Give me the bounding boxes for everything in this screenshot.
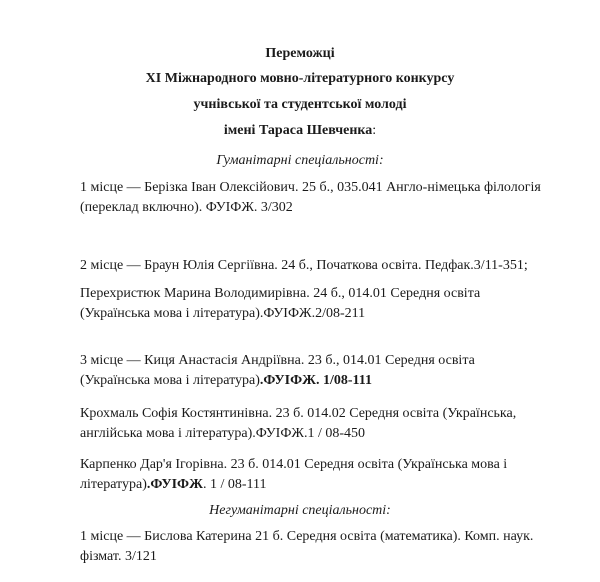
entry-line: Перехристюк Марина Володимирівна. 24 б., 014.01 Середня освіта xyxy=(80,286,481,301)
entry-line: англійська мова і література).ФУІФЖ.1 / 08-450 xyxy=(80,426,365,441)
section-non-humanities: Негуманітарні спеціальності: xyxy=(209,503,391,518)
entry-1st-place-humanities xyxy=(80,178,560,218)
entry-3rd-place-a xyxy=(80,351,560,391)
entry-line-bold-part: .ФУІФЖ. 1/08-111 xyxy=(259,373,372,388)
entry-line xyxy=(80,371,560,391)
entry-line: 1 місце — Бислова Катерина 21 б. Середня освіта (математика). Комп. наук. xyxy=(80,529,534,544)
entry-line: 3 місце — Киця Анастасія Андріївна. 23 б., 014.01 Середня освіта xyxy=(80,353,475,368)
entry-line-part: (Українська мова і література) xyxy=(80,373,260,388)
entry-line-part: література) xyxy=(80,477,147,492)
entry-line: Крохмаль Софія Костянтинівна. 23 б. 014.02 Середня освіта (Українська, xyxy=(80,406,517,421)
entry-2nd-place-b xyxy=(80,284,560,324)
title-winners: Переможці xyxy=(265,46,335,61)
title-shevchenko-text: імені Тараса Шевченка xyxy=(223,123,373,138)
entry-2nd-place-a xyxy=(80,256,560,276)
title-shevchenko xyxy=(0,123,600,139)
entry-line xyxy=(80,475,560,495)
title-contest: XI Міжнародного мовно-літературного конкурсу xyxy=(145,71,455,86)
entry-line-part: . 1 / 08-111 xyxy=(202,477,267,492)
entry-line: фізмат. 3/121 xyxy=(80,549,157,564)
entry-line: 1 місце — Берізка Іван Олексійович. 25 б., 035.041 Англо-німецька філологія xyxy=(80,180,541,195)
entry-3rd-place-b xyxy=(80,404,560,444)
entry-line: (Українська мова і література).ФУІФЖ.2/08-211 xyxy=(80,306,366,321)
entry-3rd-place-c xyxy=(80,455,560,495)
section-humanities: Гуманітарні спеціальності: xyxy=(216,153,384,168)
entry-line: (переклад включно). ФУІФЖ. 3/302 xyxy=(80,200,293,215)
title-colon: : xyxy=(372,123,377,138)
entry-line: Карпенко Дар'я Ігорівна. 23 б. 014.01 Середня освіта (Українська мова і xyxy=(80,457,508,472)
entry-line: 2 місце — Браун Юлія Сергіївна. 24 б., Початкова освіта. Педфак.3/11-351; xyxy=(80,258,528,273)
entry-1st-place-non-humanities xyxy=(80,527,560,567)
entry-line-bold-part: .ФУІФЖ xyxy=(146,477,203,492)
title-youth: учнівської та студентської молоді xyxy=(193,97,407,112)
